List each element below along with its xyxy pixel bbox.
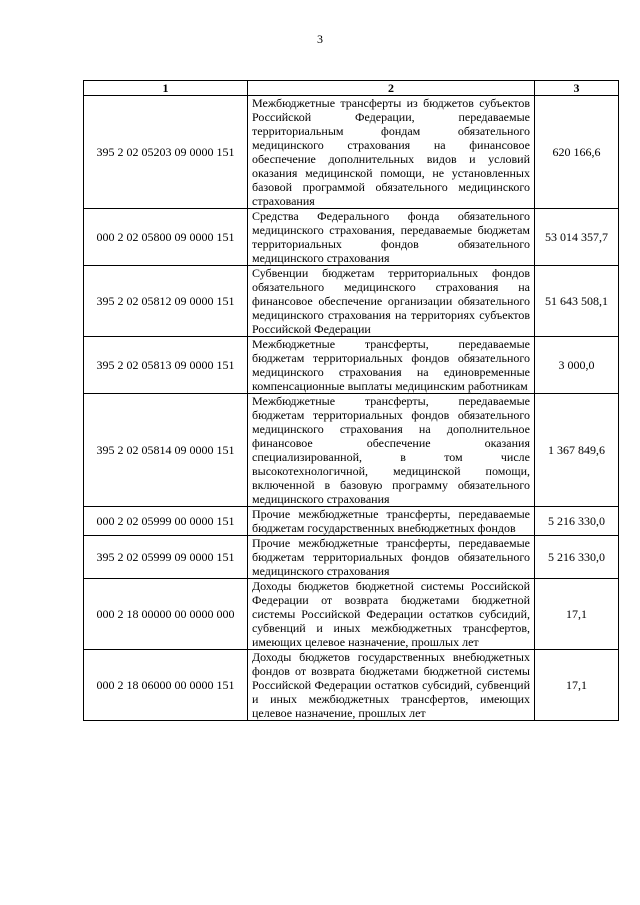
description-cell: Межбюджетные трансферты, передаваемые бюджетам территориальных фондов обязательного медицинского страхования на единовременные компенсационные выплаты медицинским работникам [248,337,535,394]
page-number: 3 [317,32,323,46]
table-row [84,536,619,579]
table-row [84,579,619,650]
column-header-code: 1 [84,81,248,96]
description-cell: Прочие межбюджетные трансферты, передаваемые бюджетам территориальных фондов обязательного медицинского страхования [248,536,535,579]
description-cell: Межбюджетные трансферты из бюджетов субъектов Российской Федерации, передаваемые территориальным фондам обязательного медицинского страхования на финансовое обеспечение дополнительных видов и условий оказания медицинской помощи, не установленных базовой программой обязательного медицинского страхования [248,96,535,209]
amount-cell: 17,1 [535,650,619,721]
table-header-row [84,81,619,96]
table-row [84,266,619,337]
amount-cell: 51 643 508,1 [535,266,619,337]
amount-cell: 17,1 [535,579,619,650]
table-row [84,507,619,536]
description-cell: Доходы бюджетов бюджетной системы Российской Федерации от возврата бюджетами бюджетной системы Российской Федерации остатков субсидий, субвенций и иных межбюджетных трансфертов, имеющих целевое назначение, прошлых лет [248,579,535,650]
table-row [84,650,619,721]
amount-cell: 5 216 330,0 [535,507,619,536]
description-cell: Доходы бюджетов государственных внебюджетных фондов от возврата бюджетами бюджетной системы Российской Федерации остатков субсидий, субвенций и иных межбюджетных трансфертов, имеющих целевое назначение, прошлых лет [248,650,535,721]
amount-cell: 1 367 849,6 [535,394,619,507]
amount-cell: 53 014 357,7 [535,209,619,266]
amount-cell: 5 216 330,0 [535,536,619,579]
budget-code-cell: 395 2 02 05999 09 0000 151 [84,536,248,579]
description-cell: Средства Федерального фонда обязательного медицинского страхования, передаваемые бюджетам территориальных фондов обязательного медицинского страхования [248,209,535,266]
budget-code-cell: 395 2 02 05812 09 0000 151 [84,266,248,337]
budget-code-cell: 000 2 02 05800 09 0000 151 [84,209,248,266]
budget-code-cell: 395 2 02 05814 09 0000 151 [84,394,248,507]
budget-code-cell: 000 2 18 00000 00 0000 000 [84,579,248,650]
description-cell: Субвенции бюджетам территориальных фондов обязательного медицинского страхования на финансовое обеспечение организации обязательного медицинского страхования на территориях субъектов Российской Федерации [248,266,535,337]
budget-code-cell: 395 2 02 05203 09 0000 151 [84,96,248,209]
table-row [84,209,619,266]
column-header-amount: 3 [535,81,619,96]
description-cell: Межбюджетные трансферты, передаваемые бюджетам территориальных фондов обязательного медицинского страхования на дополнительное финансовое обеспечение оказания специализированной, в том числе высокотехнологичной, медицинской помощи, включенной в базовую программу обязательного медицинского страхования [248,394,535,507]
column-header-description: 2 [248,81,535,96]
table-row [84,96,619,209]
amount-cell: 620 166,6 [535,96,619,209]
table-row [84,394,619,507]
budget-code-cell: 000 2 02 05999 00 0000 151 [84,507,248,536]
description-cell: Прочие межбюджетные трансферты, передаваемые бюджетам государственных внебюджетных фондов [248,507,535,536]
table-row [84,337,619,394]
budget-code-cell: 395 2 02 05813 09 0000 151 [84,337,248,394]
amount-cell: 3 000,0 [535,337,619,394]
budget-code-cell: 000 2 18 06000 00 0000 151 [84,650,248,721]
revenue-table [83,80,619,721]
